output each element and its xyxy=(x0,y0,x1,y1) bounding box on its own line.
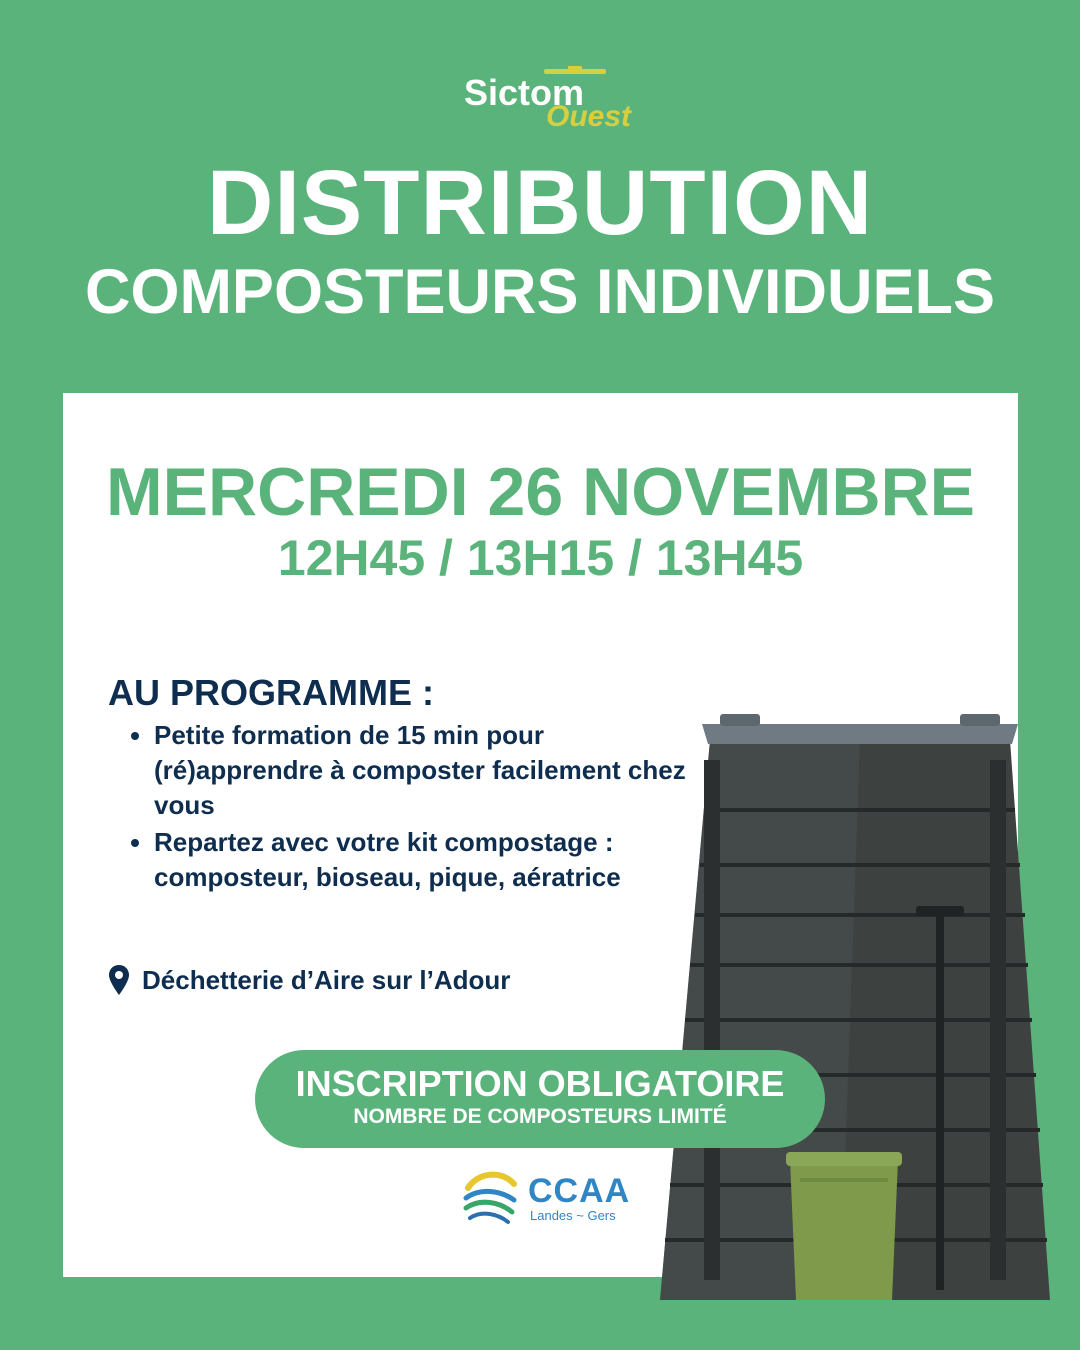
location xyxy=(108,960,510,1000)
wave-logo-icon xyxy=(460,1166,522,1228)
cta-line1: INSCRIPTION OBLIGATOIRE xyxy=(295,1063,785,1104)
program-heading: AU PROGRAMME : xyxy=(108,672,434,713)
partner-sub: Landes ~ Gers xyxy=(530,1208,616,1223)
location-pin-icon xyxy=(108,964,130,996)
cta-line2: NOMBRE DE COMPOSTEURS LIMITÉ xyxy=(353,1105,727,1128)
page-title: DISTRIBUTION xyxy=(206,152,874,254)
composter-image xyxy=(640,700,1080,1350)
event-times: 12H45 / 13H15 / 13H45 xyxy=(277,530,804,586)
sictom-logo xyxy=(460,62,630,140)
program-item: • Petite formation de 15 min pour (ré)apprendre à composter facilement chez vous xyxy=(154,718,714,823)
event-date: MERCREDI 26 NOVEMBRE xyxy=(105,454,976,530)
location-text: Déchetterie d’Aire sur l’Adour xyxy=(142,964,511,995)
partner-name: CCAA xyxy=(528,1172,631,1210)
registration-banner xyxy=(255,1050,825,1148)
ccaa-logo xyxy=(460,1166,640,1232)
program-list xyxy=(126,718,714,897)
logo-word: Sictom xyxy=(464,72,585,113)
program-item: • Repartez avec votre kit compostage : composteur, bioseau, pique, aératrice xyxy=(154,825,714,895)
page-subtitle: COMPOSTEURS INDIVIDUELS xyxy=(84,257,996,327)
logo-sub: Ouest xyxy=(546,100,632,133)
